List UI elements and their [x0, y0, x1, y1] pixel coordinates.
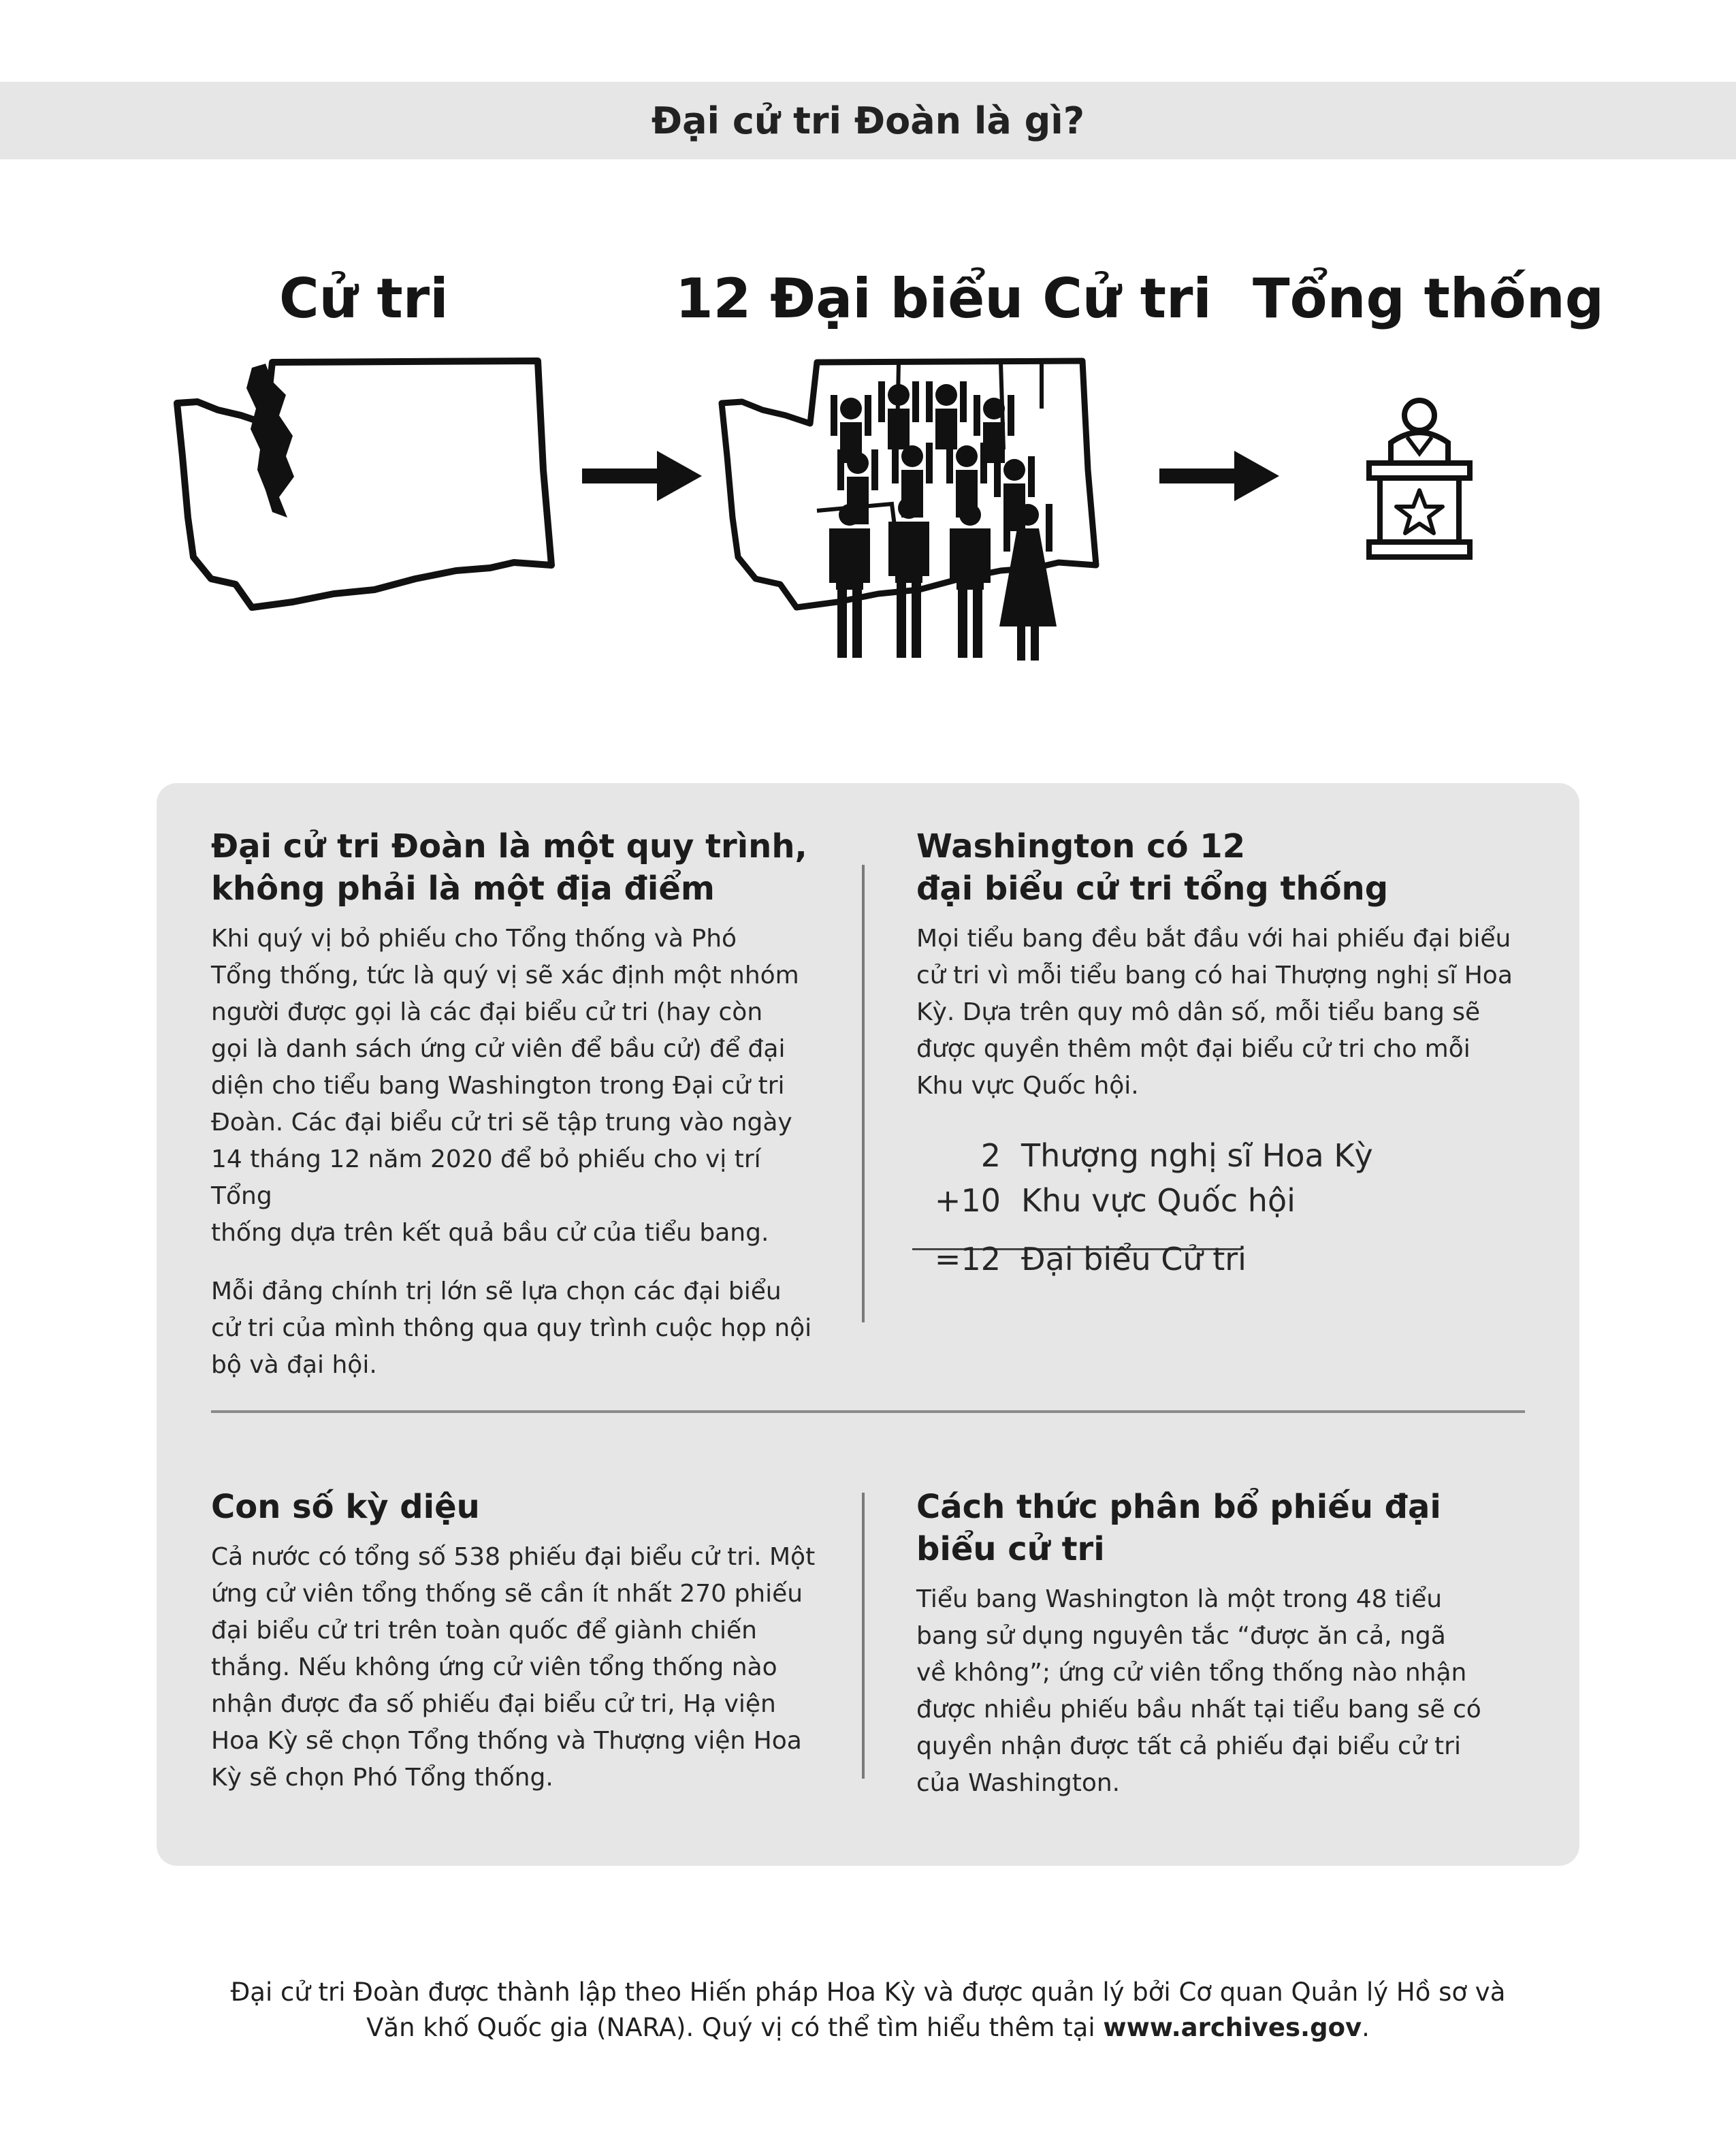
arrow-right-icon: [582, 449, 705, 504]
column-divider-bottom: [862, 1493, 865, 1779]
math-total-count: =12: [934, 1241, 1001, 1277]
section-process-body-2: Mỗi đảng chính trị lớn sẽ lựa chọn các đại biểu cử tri của mình thông qua quy trình cuộc họp nội bộ và đại hội.: [211, 1277, 812, 1379]
footer-note: [0, 1975, 1736, 2046]
header-bar: [0, 82, 1736, 159]
section-process-body-1: Khi quý vị bỏ phiếu cho Tổng thống và Phó Tổng thống, tức là quý vị sẽ xác định một nhóm người được gọi là các đại biểu cử tri (hay còn gọi là danh sách ứng cử viên để bầu cử) để đại diện cho tiểu bang Washington trong Đại cử tri Đoàn. Các đại biểu cử tri sẽ tập trung vào ngày 14 tháng 12 năm 2020 để bỏ phiếu cho vị trí Tổng thống dựa trên kết quả bầu cử của tiểu bang.: [211, 925, 799, 1247]
math-senators-count: 2: [980, 1137, 1001, 1174]
section-allocation-body: Tiểu bang Washington là một trong 48 tiểu bang sử dụng nguyên tắc “được ăn cả, ngã về không”; ứng cử viên tổng thống nào nhận được nhiều phiếu bầu nhất tại tiểu bang sẽ có quyền nhận được tất cả phiếu đại biểu cử tri của Washington.: [916, 1585, 1481, 1797]
footer-line-2: [0, 2010, 1736, 2046]
math-districts-label: Khu vực Quốc hội: [1021, 1182, 1296, 1219]
archives-link[interactable]: www.archives.gov: [1103, 2013, 1362, 2042]
section-washington: [916, 825, 1529, 1105]
section-allocation-title: Cách thức phân bổ phiếu đại biểu cử tri: [916, 1488, 1441, 1568]
section-magic-number: [211, 1486, 837, 1796]
section-washington-title: Washington có 12 đại biểu cử tri tổng thống: [916, 827, 1389, 908]
info-panel: [157, 783, 1579, 1866]
section-allocation: [916, 1486, 1529, 1802]
footer-line-2-end: .: [1362, 2013, 1370, 2042]
page-title: Đại cử tri Đoàn là gì?: [651, 99, 1085, 142]
column-divider-top: [862, 865, 865, 1322]
footer-line-2-text: Văn khố Quốc gia (NARA). Quý vị có thể tìm hiểu thêm tại: [366, 2013, 1104, 2042]
math-total-label: Đại biểu Cử tri: [1021, 1241, 1247, 1277]
flow-step-electors-title: 12 Đại biểu Cử tri: [675, 267, 1212, 330]
math-senators-label: Thượng nghị sĩ Hoa Kỳ: [1021, 1137, 1373, 1174]
washington-map-icon: [170, 354, 558, 613]
podium-president-icon: [1365, 395, 1474, 565]
section-magic-number-title: Con số kỳ diệu: [211, 1488, 480, 1526]
section-process: [211, 825, 824, 1384]
arrow-right-icon: [1159, 449, 1282, 504]
footer-line-1: Đại cử tri Đoàn được thành lập theo Hiến pháp Hoa Kỳ và được quản lý bởi Cơ quan Quản lý Hồ sơ và: [230, 1977, 1506, 2007]
section-washington-body: Mọi tiểu bang đều bắt đầu với hai phiếu đại biểu cử tri vì mỗi tiểu bang có hai Thượng nghị sĩ Hoa Kỳ. Dựa trên quy mô dân số, mỗi tiểu bang sẽ được quyền thêm một đại biểu cử tri cho mỗi Khu vực Quốc hội.: [916, 925, 1513, 1100]
section-process-title: Đại cử tri Đoàn là một quy trình, không phải là một địa điểm: [211, 827, 807, 908]
row-divider: [211, 1410, 1525, 1413]
section-magic-number-body: Cả nước có tổng số 538 phiếu đại biểu cử tri. Một ứng cử viên tổng thống sẽ cần ít nhất 270 phiếu đại biểu cử tri trên toàn quốc để giành chiến thắng. Nếu không ứng cử viên tổng thống nào nhận được đa số phiếu đại biểu cử tri, Hạ viện Hoa Kỳ sẽ chọn Tổng thống và Thượng viện Hoa Kỳ sẽ chọn Phó Tổng thống.: [211, 1543, 816, 1792]
math-districts-count: +10: [934, 1182, 1001, 1219]
electors-group-icon: [715, 354, 1110, 661]
flow-step-voters-title: Cử tri: [279, 267, 449, 330]
flow-step-president-title: Tổng thống: [1253, 267, 1604, 330]
